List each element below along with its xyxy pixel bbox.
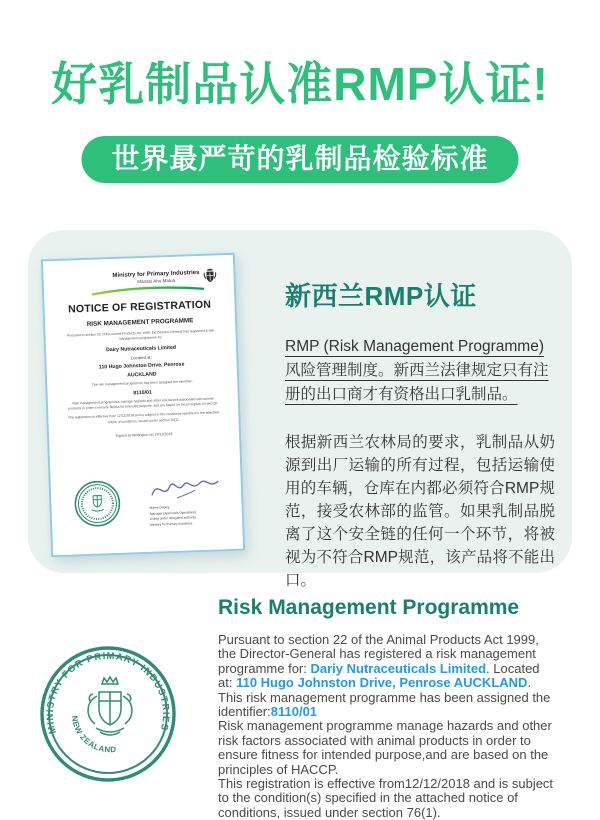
signatory-role: Manager (Approvals Operations): [149, 509, 197, 516]
stamp-ring-text: MINISTRY FOR PRIMARY INDUSTRIES: [44, 650, 172, 735]
signatory-lines: [150, 504, 197, 527]
certificate-stamp-icon: [73, 479, 123, 529]
certificate-identifier: 8110/01: [133, 389, 152, 397]
certificate-address-line1: 110 Hugo Johnston Drive, Penrose: [98, 361, 185, 371]
certificate-identifier-label: The risk management programme has been assigned the identifier:: [91, 378, 193, 387]
registration-certificate: [41, 253, 245, 558]
bottom-paragraph-2: Risk management programme manage hazards and other risk factors associated with animal products in order to ensure fitness for intended purpose,and are based on the principles of HACCP.: [218, 718, 552, 777]
certificate-intro: Pursuant to section 22 of the Animal Products Act 1999, the Director-General has registered a risk management programme for:: [67, 328, 214, 342]
mpi-stamp-icon: [38, 644, 178, 784]
identifier-highlight: 8110/01: [270, 704, 318, 720]
stamp-inner-text: NEW ZEALAND: [69, 715, 118, 755]
card-text-column: [285, 276, 555, 592]
signatory-name: Maree Dooley: [149, 505, 170, 511]
certificate-located-label: Located at:: [130, 354, 152, 360]
bottom-text-column: [218, 596, 554, 820]
signature-block: [149, 476, 223, 528]
certificate-body-2: The registration is effective from 12/12/2018 and is subject to the conditions specified in the attached notice of conditions, issued under section 76(1).: [67, 410, 219, 424]
ministry-name-block: [112, 270, 199, 286]
signatory-org: Ministry for Primary Industries: [150, 520, 193, 527]
certificate-address-line2: AUCKLAND: [127, 371, 157, 379]
card-paragraph-1: RMP (Risk Management Programme) 风险管理制度。新西兰法律规定只有注册的出口商才有资格出口乳制品。: [285, 338, 549, 403]
bottom-heading: Risk Management Programme: [218, 596, 520, 619]
signature-icon: [149, 476, 222, 504]
certificate-signed-line: Signed at Wellington on 19/12/2018: [115, 431, 173, 438]
certificate-body-1: Risk management programmes manage hazards and other risk factors associated with animal products in order to ensure fitness for intended purpose, and are based on the principles of HACCP.: [68, 396, 218, 411]
certificate-content: [43, 255, 243, 555]
certificate-company: Dairy Nutraceuticals Limited: [105, 344, 177, 353]
bottom-section: [0, 590, 600, 820]
signatory-authority: Acting under delegated authority: [149, 515, 196, 521]
certificate-subtitle: RISK MANAGEMENT PROGRAMME: [86, 317, 194, 328]
stamp-crest-icon: [88, 677, 132, 735]
bp1-intro: Pursuant to section 22 of the Animal Products Act 1999, the Director-General has registered a risk management programme for:: [218, 632, 539, 676]
bp1-mid2: . This risk management programme has been assigned the identifier:: [218, 675, 551, 720]
certificate-title: NOTICE OF REGISTRATION: [67, 298, 212, 316]
bp1-mid: . Located at:: [218, 660, 540, 691]
card-heading: 新西兰RMP认证: [285, 281, 477, 311]
company-name-highlight: Dariy Nutraceuticals Limited: [310, 660, 487, 676]
address-highlight: 110 Hugo Johnston Drive, Penrose AUCKLAND: [236, 675, 528, 691]
card-paragraph-2: 根据新西兰农林局的要求，乳制品从奶源到出厂运输的所有过程，包括运输使用的车辆，仓库在内都必须符合RMP规范，接受农林部的监管。如果乳制品脱离了这个安全链的任何一个环节，将被视为不符合RMP规范，该产品将不能出口。: [285, 434, 555, 589]
certificate-footer: [58, 471, 234, 531]
page-title: 好乳制品认准RMP认证!: [51, 58, 549, 110]
coat-of-arms-icon: [203, 268, 217, 283]
bottom-paragraph-1: [218, 633, 554, 719]
green-swoosh-decoration: [84, 285, 212, 296]
ministry-maori-name: Manatū Ahu Matua: [137, 278, 176, 285]
subtitle-pill: 世界最严苛的乳制品检验标准: [81, 136, 518, 183]
rmp-info-card: [28, 230, 572, 589]
ministry-name: Ministry for Primary Industries: [112, 270, 200, 280]
bottom-paragraph-3: This registration is effective from12/12/2018 and is subject to the condition(s) specified in the attached notice of conditions, issued under section 76(1).: [218, 776, 554, 820]
